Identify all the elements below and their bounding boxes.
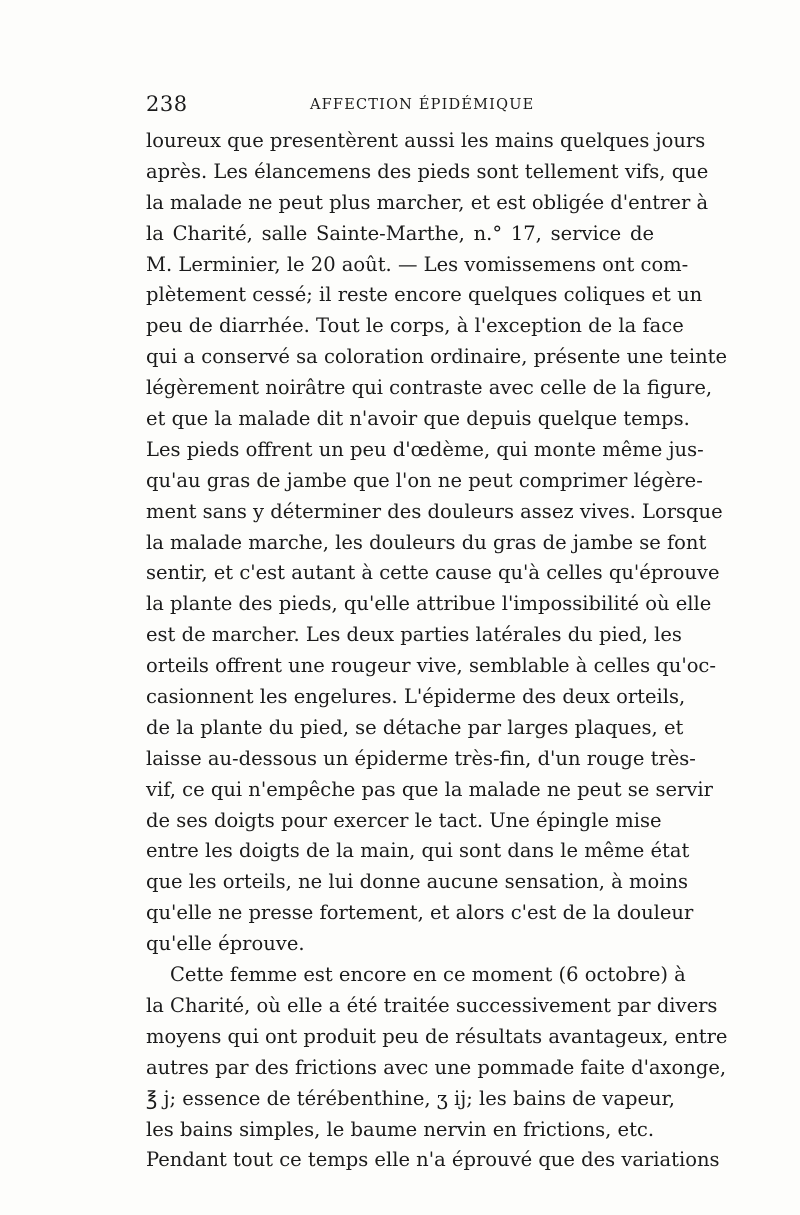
body-text <box>146 126 728 1176</box>
text-line: orteils offrent une rougeur vive, semblable à celles qu'oc- <box>146 654 716 678</box>
text-line: entre les doigts de la main, qui sont dans le même état <box>146 839 690 863</box>
text-line: moyens qui ont produit peu de résultats avantageux, entre <box>146 1024 728 1048</box>
text-line: laisse au-dessous un épiderme très-fin, d'un rouge très- <box>146 746 696 770</box>
text-line: ment sans y déterminer des douleurs assez vives. Lorsque <box>146 499 723 523</box>
paragraph-start-line: Cette femme est encore en ce moment (6 octobre) à <box>170 963 686 987</box>
text-line: la plante des pieds, qu'elle attribue l'impossibilité où elle <box>146 592 712 616</box>
text-line: loureux que presentèrent aussi les mains quelques jours <box>146 129 706 152</box>
text-line: les bains simples, le baume nervin en frictions, etc. <box>146 1117 655 1141</box>
text-line: la malade marche, les douleurs du gras de jambe se font <box>146 530 707 554</box>
text-line: qu'elle ne presse fortement, et alors c'est de la douleur <box>146 901 694 925</box>
text-line: Les pieds offrent un peu d'œdème, qui monte même jus- <box>146 437 704 461</box>
running-head: AFFECTION ÉPIDÉMIQUE <box>310 97 535 113</box>
text-line: sentir, et c'est autant à cette cause qu'à celles qu'éprouve <box>146 561 720 585</box>
text-line: est de marcher. Les deux parties latérales du pied, les <box>146 623 682 647</box>
text-line: de ses doigts pour exercer le tact. Une épingle mise <box>146 808 662 832</box>
text-line: M. Lerminier, le 20 août. — Les vomissemens ont com- <box>146 252 689 276</box>
text-line: Pendant tout ce temps elle n'a éprouvé que des variations <box>146 1148 720 1172</box>
text-line: la Charité, où elle a été traitée successivement par divers <box>146 993 718 1017</box>
text-line: casionnent les engelures. L'épiderme des deux orteils, <box>146 685 686 709</box>
text-line: la malade ne peut plus marcher, et est obligée d'entrer à <box>146 190 709 214</box>
text-line: ℥ j; essence de térébenthine, ʒ ij; les bains de vapeur, <box>146 1086 675 1110</box>
text-line: plètement cessé; il reste encore quelques coliques et un <box>146 283 703 307</box>
text-line: la Charité, salle Sainte-Marthe, n.° 17, service de <box>146 221 654 245</box>
text-line: que les orteils, ne lui donne aucune sensation, à moins <box>146 870 689 894</box>
text-line: vif, ce qui n'empêche pas que la malade ne peut se servir <box>146 777 713 801</box>
text-line: et que la malade dit n'avoir que depuis quelque temps. <box>146 407 690 431</box>
page-number: 238 <box>146 92 188 116</box>
text-line: autres par des frictions avec une pommade faite d'axonge, <box>146 1055 727 1079</box>
text-line: qu'au gras de jambe que l'on ne peut comprimer légère- <box>146 468 703 492</box>
text-line: qui a conservé sa coloration ordinaire, présente une teinte <box>146 345 728 369</box>
page-header <box>146 92 656 122</box>
text-line: légèrement noirâtre qui contraste avec celle de la figure, <box>146 376 713 400</box>
text-line: peu de diarrhée. Tout le corps, à l'exception de la face <box>146 314 684 338</box>
text-line: après. Les élancemens des pieds sont tellement vifs, que <box>146 159 709 183</box>
paragraph-end-line: qu'elle éprouve. <box>146 932 305 956</box>
text-line: de la plante du pied, se détache par larges plaques, et <box>146 715 684 739</box>
